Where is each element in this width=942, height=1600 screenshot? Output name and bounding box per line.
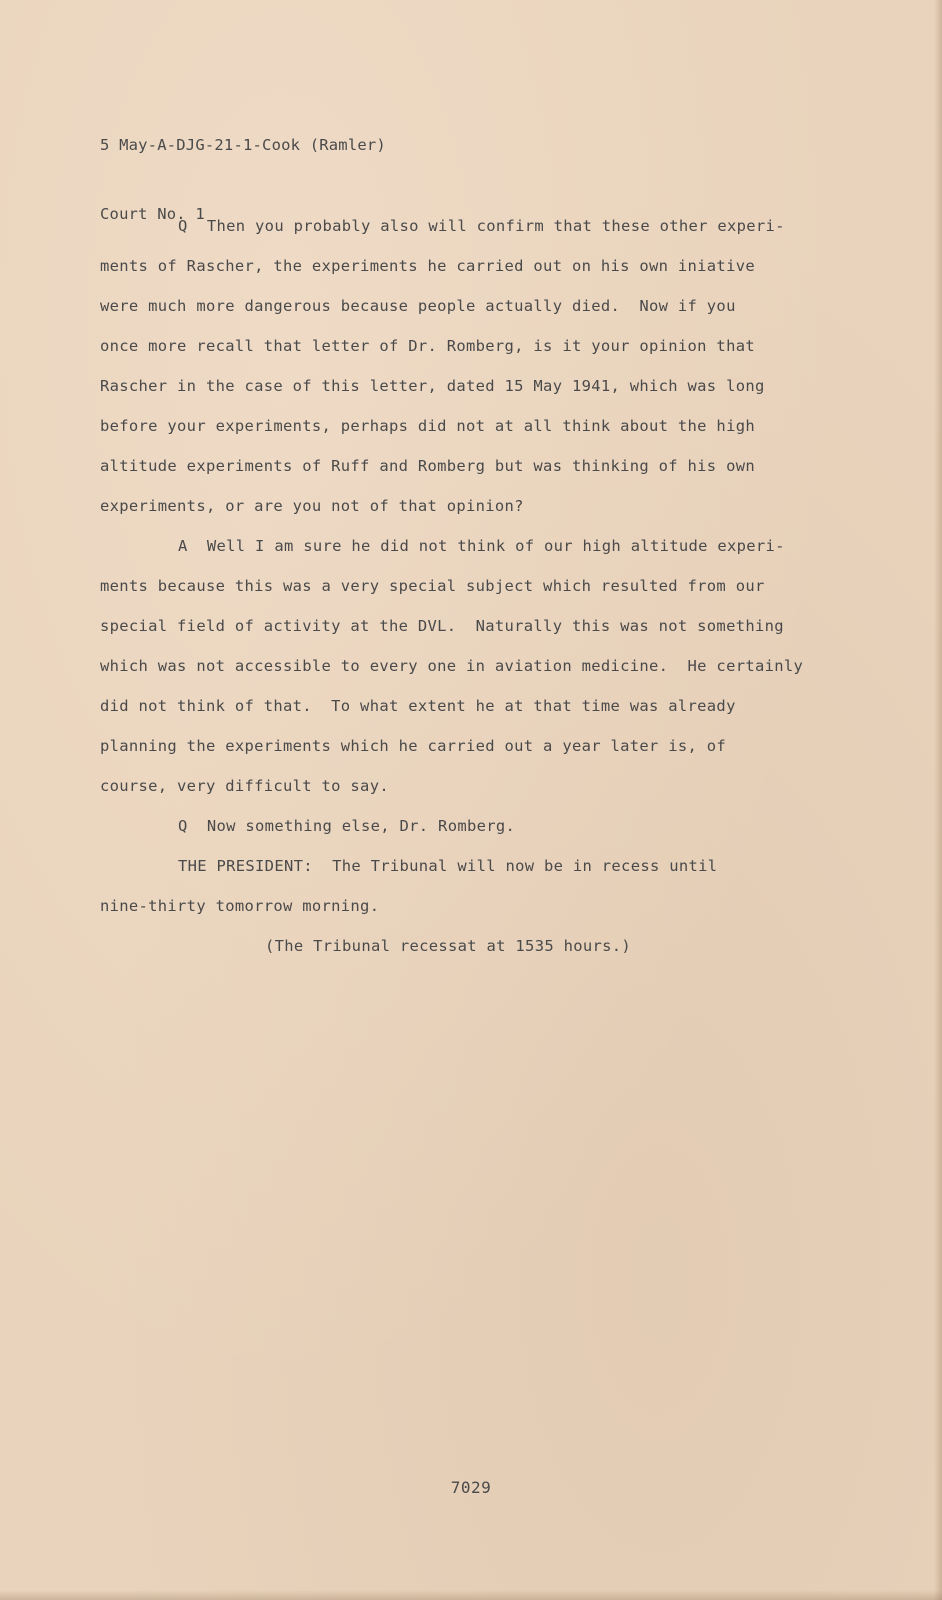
transcript-line: ments of Rascher, the experiments he carried out on his own iniative [100,257,755,275]
transcript-line: Q Then you probably also will confirm that these other experi- [178,217,785,235]
recess-note: (The Tribunal recessat at 1535 hours.) [265,937,632,955]
transcript-line: which was not accessible to every one in aviation medicine. He certainly [100,657,804,675]
transcript-line: before your experiments, perhaps did not at all think about the high [100,417,755,435]
header-session-id: 5 May-A-DJG-21-1-Cook (Ramler) [100,136,386,154]
transcript-line: Q Now something else, Dr. Romberg. [178,817,516,835]
transcript-line: nine-thirty tomorrow morning. [100,897,380,915]
transcript-line: once more recall that letter of Dr. Romberg, is it your opinion that [100,337,755,355]
transcript-line: experiments, or are you not of that opinion? [100,497,524,515]
paper-edge-right [934,0,942,1600]
transcript-line: ments because this was a very special subject which resulted from our [100,577,765,595]
transcript-line: course, very difficult to say. [100,777,389,795]
transcript-line: Rascher in the case of this letter, dated 15 May 1941, which was long [100,377,765,395]
transcript-line: were much more dangerous because people actually died. Now if you [100,297,736,315]
transcript-line: did not think of that. To what extent he at that time was already [100,697,736,715]
page-number: 7029 [450,1478,492,1497]
paper-edge-bottom [0,1590,942,1600]
transcript-line: altitude experiments of Ruff and Romberg but was thinking of his own [100,457,755,475]
transcript-line: THE PRESIDENT: The Tribunal will now be in recess until [178,857,718,875]
transcript-body [100,206,830,966]
transcript-line: planning the experiments which he carried out a year later is, of [100,737,727,755]
transcript-line: A Well I am sure he did not think of our high altitude experi- [178,537,785,555]
transcript-line: special field of activity at the DVL. Naturally this was not something [100,617,784,635]
header-court-number: Court No. 1 [100,205,205,223]
